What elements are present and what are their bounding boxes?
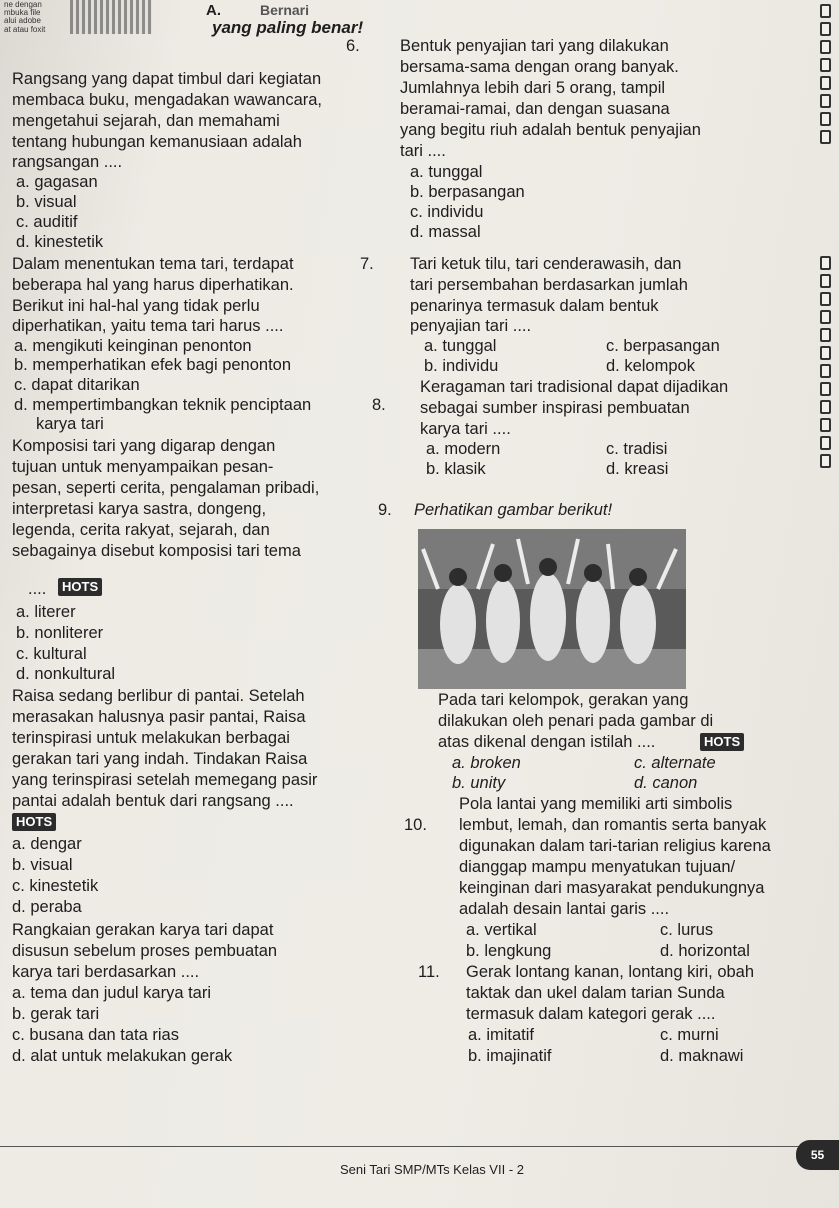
option-d: d. kreasi — [606, 460, 669, 478]
q6-line: bersama-sama dengan orang banyak. — [400, 58, 679, 76]
option-c: c. tradisi — [606, 440, 668, 458]
q-komposisi-line: legenda, cerita rakyat, sejarah, dan — [12, 521, 270, 539]
q8-number: 8. — [372, 396, 386, 414]
instruction: yang paling benar! — [212, 18, 364, 37]
option-b: b. nonliterer — [16, 624, 104, 642]
q8-line: Keragaman tari tradisional dapat dijadikan — [420, 378, 729, 396]
q10-line: adalah desain lantai garis .... — [459, 900, 670, 918]
q-rangkaian-line: Rangkaian gerakan karya tari dapat — [12, 921, 274, 939]
q10-line: keinginan dari masyarakat pendukungnya — [459, 879, 765, 897]
option-d: d. kelompok — [606, 357, 695, 375]
option-a: a. tunggal — [424, 337, 497, 355]
q6-line: tari .... — [400, 142, 446, 160]
q-komposisi-line: tujuan untuk menyampaikan pesan- — [12, 458, 274, 476]
q10-number: 10. — [404, 816, 427, 834]
hots-badge: HOTS — [700, 733, 744, 751]
q6-line: yang begitu riuh adalah bentuk penyajian — [400, 121, 701, 139]
page-number: 55 — [796, 1140, 839, 1170]
q9-number: 9. — [378, 501, 392, 519]
option-d: d. maknawi — [660, 1047, 744, 1065]
q-tema-line: beberapa hal yang harus diperhatikan. — [12, 276, 294, 294]
hots-badge: HOTS — [58, 578, 102, 596]
option-d: d. mempertimbangkan teknik penciptaan — [14, 396, 312, 414]
option-d: d. nonkultural — [16, 665, 116, 683]
option-c: c. individu — [410, 203, 484, 221]
header-note-line-3: alui adobe — [4, 16, 41, 25]
q-raisa-line: merasakan halusnya pasir pantai, Raisa — [12, 708, 306, 726]
option-a: a. modern — [426, 440, 501, 458]
q10-line: Pola lantai yang memiliki arti simbolis — [459, 795, 733, 813]
option-a: a. mengikuti keinginan penonton — [14, 337, 252, 355]
hots-badge: HOTS — [12, 813, 56, 831]
q7-line: penyajian tari .... — [410, 317, 532, 335]
q9-line: dilakukan oleh penari pada gambar di — [438, 712, 714, 730]
option-d: d. massal — [410, 223, 481, 241]
q-rangsang-line: rangsangan .... — [12, 153, 123, 171]
q-raisa-line: gerakan tari yang indah. Tindakan Raisa — [12, 750, 308, 768]
footer-book-title: Seni Tari SMP/MTs Kelas VII - 2 — [340, 1162, 524, 1177]
q9-line: Pada tari kelompok, gerakan yang — [438, 691, 689, 709]
q-tema-line: diperhatikan, yaitu tema tari harus .... — [12, 317, 284, 335]
q-rangkaian-line: disusun sebelum proses pembuatan — [12, 942, 278, 960]
option-a: a. literer — [16, 603, 76, 621]
binder-rings — [806, 0, 839, 470]
section-title: Bernari — [260, 2, 310, 18]
q6-line: beramai-ramai, dan dengan suasana — [400, 100, 670, 118]
option-c: c. busana dan tata rias — [12, 1026, 179, 1044]
option-b: b. klasik — [426, 460, 486, 478]
option-c: c. lurus — [660, 921, 714, 939]
option-b: b. berpasangan — [410, 183, 525, 201]
q-rangsang-line: mengetahui sejarah, dan memahami — [12, 112, 280, 130]
q-raisa-line: Raisa sedang berlibur di pantai. Setelah — [12, 687, 305, 705]
q7-line: penarinya termasuk dalam bentuk — [410, 297, 659, 315]
q-komposisi-line: .... — [28, 580, 47, 598]
q11-number: 11. — [418, 963, 440, 981]
option-b: b. unity — [452, 774, 506, 792]
option-b: b. individu — [424, 357, 499, 375]
option-b: b. visual — [16, 193, 77, 211]
option-c: c. auditif — [16, 213, 78, 231]
q10-line: digunakan dalam tari-tarian religius karena — [459, 837, 771, 855]
option-d: d. canon — [634, 774, 698, 792]
option-a: a. vertikal — [466, 921, 537, 939]
header-note-line-2: mbuka file — [4, 8, 41, 17]
q7-line: Tari ketuk tilu, tari cenderawasih, dan — [410, 255, 682, 273]
option-b: b. visual — [12, 856, 73, 874]
option-c: c. berpasangan — [606, 337, 720, 355]
q-raisa-line: yang terinspirasi setelah memegang pasir — [12, 771, 318, 789]
option-a: a. tema dan judul karya tari — [12, 984, 212, 1002]
section-label: A. — [206, 2, 221, 19]
option-b: b. memperhatikan efek bagi penonton — [14, 356, 292, 374]
q8-line: karya tari .... — [420, 420, 511, 438]
dance-group-photo — [418, 529, 686, 689]
q-tema-line: Berikut ini hal-hal yang tidak perlu — [12, 297, 260, 315]
option-d-cont: karya tari — [36, 415, 104, 433]
q11-line: Gerak lontang kanan, lontang kiri, obah — [466, 963, 755, 981]
q10-line: dianggap mampu menyatukan tujuan/ — [459, 858, 736, 876]
q-rangsang-line: Rangsang yang dapat timbul dari kegiatan — [12, 70, 322, 88]
option-c: c. murni — [660, 1026, 719, 1044]
q9-line: atas dikenal dengan istilah .... — [438, 733, 656, 751]
q8-line: sebagai sumber inspirasi pembuatan — [420, 399, 690, 417]
q-raisa-line: pantai adalah bentuk dari rangsang .... — [12, 792, 294, 810]
q11-line: taktak dan ukel dalam tarian Sunda — [466, 984, 725, 1002]
option-c: c. kultural — [16, 645, 87, 663]
q-raisa-line: terinspirasi untuk melakukan berbagai — [12, 729, 290, 747]
option-d: d. alat untuk melakukan gerak — [12, 1047, 233, 1065]
q-komposisi-line: Komposisi tari yang digarap dengan — [12, 437, 276, 455]
q-komposisi-line: interpretasi karya sastra, dongeng, — [12, 500, 267, 518]
q-tema-line: Dalam menentukan tema tari, terdapat — [12, 255, 294, 273]
option-a: a. gagasan — [16, 173, 98, 191]
option-a: a. imitatif — [468, 1026, 535, 1044]
option-d: d. peraba — [12, 898, 82, 916]
option-c: c. kinestetik — [12, 877, 99, 895]
option-d: d. kinestetik — [16, 233, 104, 251]
option-a: a. dengar — [12, 835, 82, 853]
header-note-line-4: at atau foxit — [4, 25, 46, 34]
q6-line: Jumlahnya lebih dari 5 orang, tampil — [400, 79, 666, 97]
option-b: b. lengkung — [466, 942, 552, 960]
qr-code-image — [70, 0, 152, 34]
option-a: a. broken — [452, 754, 521, 772]
option-b: b. imajinatif — [468, 1047, 552, 1065]
q11-line: termasuk dalam kategori gerak .... — [466, 1005, 716, 1023]
q-rangsang-line: tentang hubungan kemanusiaan adalah — [12, 133, 302, 151]
option-c: c. alternate — [634, 754, 716, 772]
option-c: c. dapat ditarikan — [14, 376, 140, 394]
q10-line: lembut, lemah, dan romantis serta banyak — [459, 816, 767, 834]
q-komposisi-line: sebagainya disebut komposisi tari tema — [12, 542, 301, 560]
q7-line: tari persembahan berdasarkan jumlah — [410, 276, 688, 294]
option-d: d. horizontal — [660, 942, 750, 960]
option-b: b. gerak tari — [12, 1005, 100, 1023]
q-rangsang-line: membaca buku, mengadakan wawancara, — [12, 91, 323, 109]
q-rangkaian-line: karya tari berdasarkan .... — [12, 963, 200, 981]
footer-divider — [0, 1146, 800, 1147]
q-komposisi-line: pesan, seperti cerita, pengalaman pribadi, — [12, 479, 320, 497]
q9-lead: Perhatikan gambar berikut! — [414, 501, 613, 519]
option-a: a. tunggal — [410, 163, 483, 181]
q7-number: 7. — [360, 255, 374, 273]
header-note-line-1: ne dengan — [4, 0, 42, 9]
q6-line: Bentuk penyajian tari yang dilakukan — [400, 37, 669, 55]
q6-number: 6. — [346, 37, 360, 55]
